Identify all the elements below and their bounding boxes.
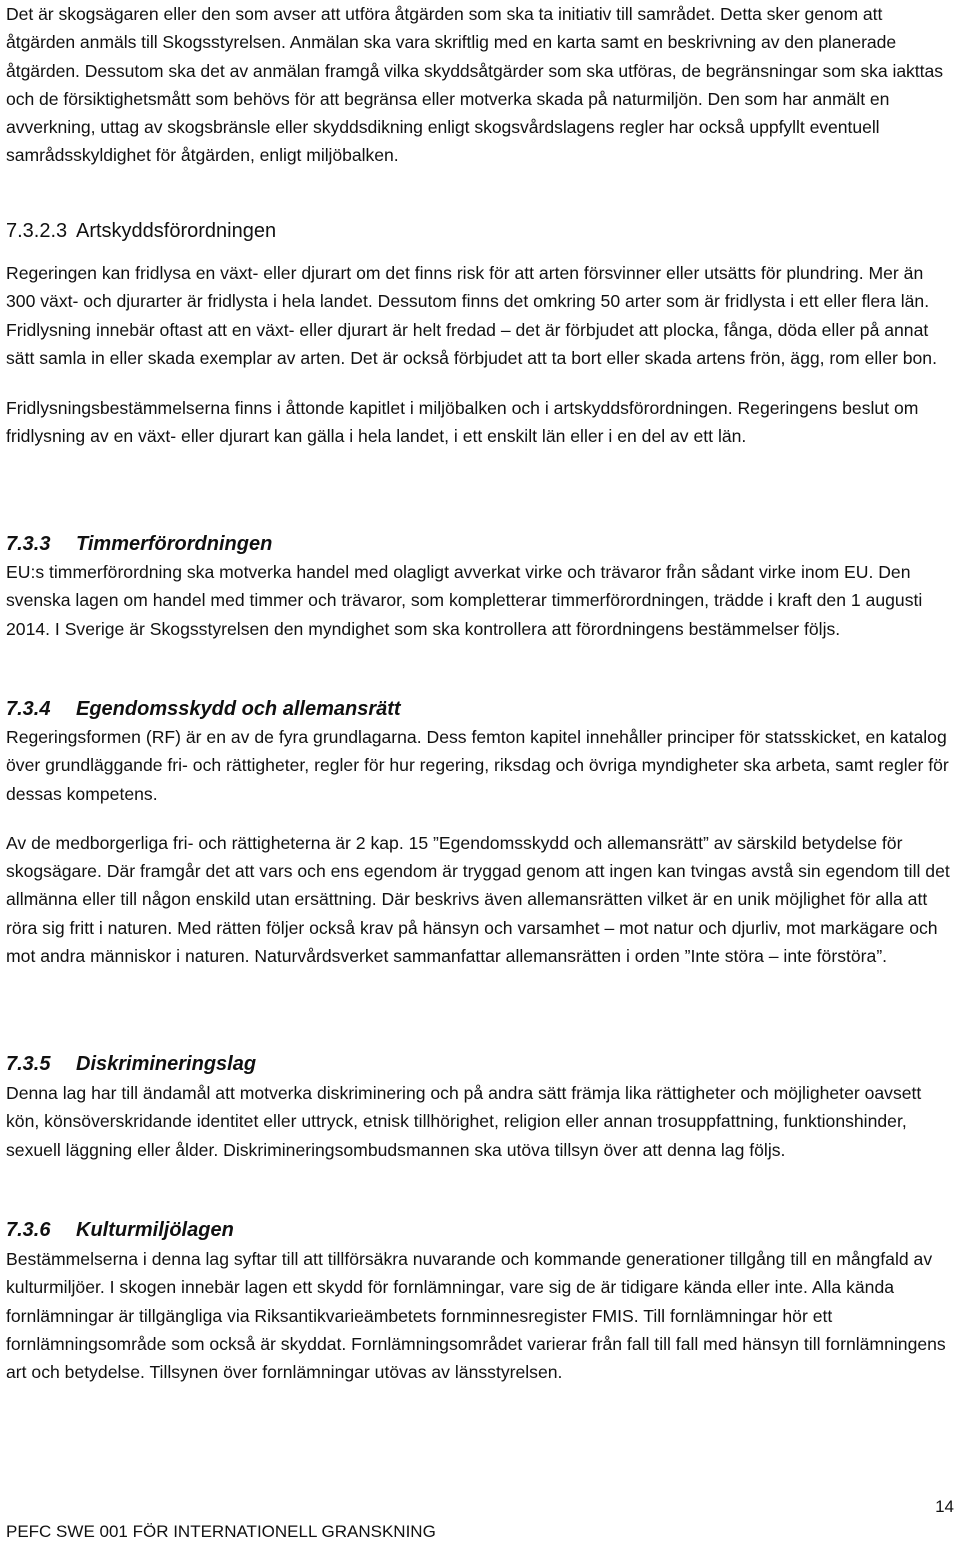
section-body-7-3-2-3	[6, 259, 956, 451]
section-heading-7-3-5	[6, 1050, 256, 1078]
section-number: 7.3.4	[6, 698, 51, 720]
section-body-7-3-4	[6, 723, 956, 970]
paragraph: Av de medborgerliga fri- och rättigheterna är 2 kap. 15 ”Egendomsskydd och allemansrätt” av särskild betydelse för skogsägare. Där framgår det att vars och ens egendom är tryggad genom att ingen kan tvingas avstå sin egendom till det allmänna eller till någon enskild utan ersättning. Där beskrivs även allemansrätten vilket är en unik möjlighet för alla att röra sig fritt i naturen. Med rätten följer också krav på hänsyn och varsamhet – mot natur och djurliv, mot markägare och mot andra människor i naturen. Naturvårdsverket sammanfattar allemansrätten i orden ”Inte störa – inte förstöra”.	[6, 832, 950, 967]
section-body-7-3-5	[6, 1079, 956, 1164]
footer-text: PEFC SWE 001 FÖR INTERNATIONELL GRANSKNING	[6, 1522, 436, 1541]
paragraph: Denna lag har till ändamål att motverka diskriminering och på andra sätt främja lika rättigheter och möjligheter oavsett kön, könsöverskridande identitet eller uttryck, etnisk tillhörighet, religion eller annan trosuppfattning, funktionshinder, sexuell läggning eller ålder. Diskrimineringsombudsmannen ska utöva tillsyn över att denna lag följs.	[6, 1083, 922, 1160]
paragraph: EU:s timmerförordning ska motverka handel med olagligt avverkat virke och trävaror från sådant virke inom EU. Den svenska lagen om handel med timmer och trävaror, som kompletterar timmerförordningen, trädde i kraft den 1 augusti 2014. I Sverige är Skogsstyrelsen den myndighet som ska kontrollera att förordningens bestämmelser följs.	[6, 562, 923, 639]
section-number: 7.3.5	[6, 1053, 51, 1075]
section-title: Artskyddsförordningen	[76, 220, 277, 242]
section-heading-7-3-4	[6, 695, 401, 723]
section-heading-7-3-2-3	[6, 217, 276, 245]
section-number: 7.3.6	[6, 1219, 51, 1241]
section-title: Egendomsskydd och allemansrätt	[76, 698, 401, 720]
paragraph: Regeringen kan fridlysa en växt- eller djurart om det finns risk för att arten försvinner eller utsätts för plundring. Mer än 300 växt- och djurarter är fridlysta i hela landet. Dessutom finns det omkring 50 arter som är fridlysta i ett eller flera län. Fridlysning innebär oftast att en växt- eller djurart är helt fredad – det är förbjudet att plocka, fånga, döda eller på annat sätt samla in eller skada exemplar av arten. Det är också förbjudet att ta bort eller skada artens frön, ägg, rom eller bon.	[6, 263, 937, 368]
section-title: Timmerförordningen	[76, 533, 273, 555]
section-heading-7-3-6	[6, 1216, 234, 1244]
section-number: 7.3.3	[6, 533, 51, 555]
section-body-7-3-6	[6, 1245, 956, 1386]
section-heading-7-3-3	[6, 530, 272, 558]
section-body-7-3-3	[6, 558, 956, 643]
section-title: Kulturmiljölagen	[76, 1219, 234, 1241]
intro-paragraph: Det är skogsägaren eller den som avser att utföra åtgärden som ska ta initiativ till samrådet. Detta sker genom att åtgärden anmäls till Skogsstyrelsen. Anmälan ska vara skriftlig med en karta samt en beskrivning av den planerade åtgärden. Dessutom ska det av anmälan framgå vilka skyddsåtgärder som ska utföras, de begränsningar som ska iakttas och de försiktighetsmått som behövs för att begränsa eller motverka skada på naturmiljön. Den som har anmält en avverkning, uttag av skogsbränsle eller skyddsdikning enligt skogsvårdslagens regler har också uppfyllt eventuell samrådsskyldighet för åtgärden, enligt miljöbalken.	[6, 4, 943, 166]
page-number: 14	[935, 1497, 954, 1516]
section-number: 7.3.2.3	[6, 220, 68, 242]
paragraph: Bestämmelserna i denna lag syftar till att tillförsäkra nuvarande och kommande generationer tillgång till en mångfald av kulturmiljöer. I skogen innebär lagen ett skydd för fornlämningar, vare sig de är tidigare kända eller inte. Alla kända fornlämningar är tillgängliga via Riksantikvarieämbetets fornminnesregister FMIS. Till fornlämningar hör ett fornlämningsområde som också är skyddat. Fornlämningsområdet varierar från fall till fall med hänsyn till fornlämningens art och betydelse. Tillsynen över fornlämningar utövas av länsstyrelsen.	[6, 1249, 946, 1383]
section-title: Diskrimineringslag	[76, 1053, 257, 1075]
paragraph: Regeringsformen (RF) är en av de fyra grundlagarna. Dess femton kapitel innehåller principer för statsskicket, en katalog över grundläggande fri- och rättigheter, regler för hur regering, riksdag och övriga myndigheter ska arbeta, samt regler för dessas kompetens.	[6, 727, 949, 804]
paragraph: Fridlysningsbestämmelserna finns i åttonde kapitlet i miljöbalken och i artskyddsförordningen. Regeringens beslut om fridlysning av en växt- eller djurart kan gälla i hela landet, i ett enskilt län eller i en del av ett län.	[6, 398, 919, 447]
